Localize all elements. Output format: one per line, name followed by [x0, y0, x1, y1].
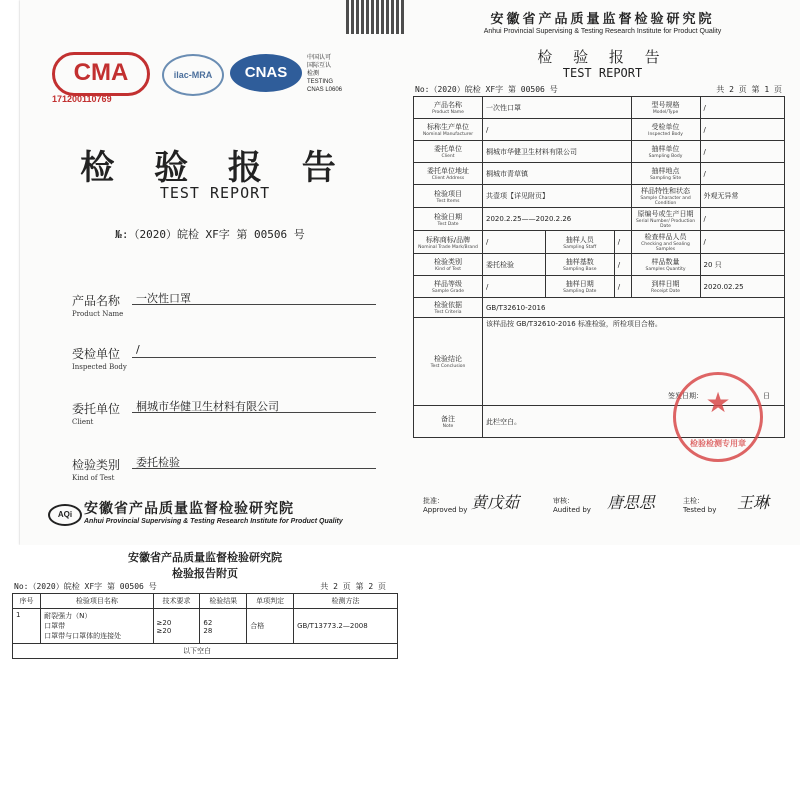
cell-value: / [700, 163, 784, 185]
cell-label [414, 185, 483, 208]
field-label: 受检单位 [72, 347, 121, 361]
result-line: 62 [203, 619, 213, 627]
official-seal [673, 372, 763, 462]
result-line [203, 611, 243, 619]
aqi-logo: AQi [48, 504, 82, 526]
annex-report-number: No:（2020）皖检 XF字 第 00506 号 [14, 582, 157, 591]
cell-value: / [700, 141, 784, 163]
cell-label [414, 208, 483, 231]
cell-requirement [153, 609, 200, 644]
label-text: 产品名称 [434, 101, 462, 109]
label-text: 委托单位 [434, 145, 462, 153]
cell-judgement: 合格 [247, 609, 294, 644]
audited-label [553, 496, 591, 514]
cell-label [631, 185, 700, 208]
field-label-en: Kind of Test [72, 474, 115, 482]
cnas-caption-line: 检测 [307, 71, 320, 77]
cell-label [631, 208, 700, 231]
label-en: Kind of Test [435, 267, 461, 272]
cma-logo: CMA [52, 52, 150, 96]
cell-value: / [700, 208, 784, 231]
report-institute-en: Anhui Provincial Supervising & Testing Research Institute for Product Quality [483, 28, 722, 35]
label-text: 标称生产单位 [427, 123, 469, 131]
label-text: 原编号或生产日期 [637, 210, 694, 218]
field-client [72, 400, 372, 428]
result-line: 28 [203, 627, 213, 635]
cell-label [631, 163, 700, 185]
table-row [414, 254, 785, 276]
audited-label-en: Audited by [553, 506, 591, 514]
audited-label-text: 审核： [553, 497, 574, 505]
cell-value: 桐城市华健卫生材料有限公司 [483, 141, 632, 163]
tested-signature: 王琳 [737, 493, 770, 512]
cnas-logo: CNAS [230, 54, 302, 92]
label-en: Nominal Manufacturer [422, 132, 474, 137]
cnas-caption-line: TESTING [307, 79, 334, 85]
label-text: 委托单位地址 [427, 167, 469, 175]
label-en: Serial Number/ Production Date [635, 219, 696, 229]
label-text: 样品等级 [434, 280, 462, 288]
label-text: 检验类别 [434, 258, 462, 266]
field-value: / [132, 343, 376, 358]
req-line: ≥20 [156, 619, 172, 627]
label-en: Inspected Body [648, 132, 683, 137]
cell-label [631, 119, 700, 141]
field-label: 产品名称 [72, 294, 121, 308]
cell-label [414, 163, 483, 185]
label-text: 检验依据 [434, 301, 462, 309]
label-en: Sampling Staff [563, 244, 597, 250]
label-text: 抽样单位 [651, 145, 680, 153]
cma-number: 171200110769 [52, 94, 112, 104]
ilac-mra-logo: ilac-MRA [162, 54, 224, 96]
seal-text: 检验检测专用章 [690, 439, 746, 448]
issue-date-label: 签发日期： [668, 392, 703, 400]
cell-value: 桐城市青草镇 [483, 163, 632, 185]
annex-page-indicator: 共 2 页 第 2 页 [320, 582, 386, 591]
audited-signature: 唐思思 [607, 493, 656, 512]
field-value: 桐城市华健卫生材料有限公司 [132, 398, 376, 413]
cover-title: 检 验 报 告 [80, 148, 350, 188]
cnas-caption-line: 中国认可 [307, 55, 332, 61]
field-label: 委托单位 [72, 402, 121, 416]
field-inspected-body [72, 345, 372, 373]
label-en: Client [441, 154, 455, 159]
label-en: Nominal Trade Mark/Brand [418, 244, 478, 250]
field-value: 一次性口罩 [132, 290, 376, 305]
label-text: 受检单位 [651, 123, 680, 131]
label-en: Sample Grade [431, 289, 465, 294]
annex-table [12, 593, 398, 659]
header-cell: 检测方法 [294, 594, 398, 609]
signature-row [415, 492, 795, 522]
label-text: 抽样基数 [565, 258, 594, 266]
header-cell: 技术要求 [153, 594, 200, 609]
cell-result [200, 609, 247, 644]
cell-label [414, 406, 483, 438]
report-number: No:（2020）皖检 XF字 第 00506 号 [415, 85, 558, 94]
cell-label [414, 276, 483, 298]
label-text: 检验结论 [434, 355, 462, 363]
cell-value: 共壹项【详见附页】 [483, 185, 632, 208]
cover-institute [48, 498, 393, 528]
label-en: Receipt Date [651, 289, 681, 294]
table-row [414, 298, 785, 318]
cell-label [631, 254, 700, 276]
field-product-name [72, 292, 372, 320]
req-line [157, 611, 197, 619]
approved-label [423, 496, 467, 514]
tested-label [683, 496, 716, 514]
cell-value: / [483, 276, 546, 298]
institute-name-en: Anhui Provincial Supervising & Testing Research Institute for Product Quality [84, 518, 343, 525]
label-text: 样品特性和状态 [641, 187, 691, 195]
label-text: 到样日期 [651, 280, 680, 288]
header-cell: 检验项目名称 [41, 594, 153, 609]
label-text: 检查样品人员 [644, 233, 687, 241]
label-en: Checking and Sealing Samples [641, 242, 690, 252]
cell-value: / [483, 119, 632, 141]
label-text: 抽样地点 [651, 167, 680, 175]
label-text: 备注 [441, 415, 455, 423]
label-en: Product Name [432, 110, 464, 115]
table-row [414, 119, 785, 141]
cover-report-number: №:（2020）皖检 XF字 第 00506 号 [115, 228, 305, 241]
item-line: 口罩带 [44, 622, 66, 630]
approved-label-text: 批准： [423, 497, 444, 505]
cell-label [414, 97, 483, 119]
cnas-caption-line: 国际互认 [307, 63, 332, 69]
page-indicator: 共 2 页 第 1 页 [716, 85, 782, 94]
table-header-row [13, 594, 398, 609]
label-text: 检验日期 [434, 212, 462, 221]
institute-name: 安徽省产品质量监督检验研究院 [84, 501, 294, 517]
cell-value: 20 只 [700, 254, 784, 276]
table-row [414, 97, 785, 119]
label-text: 抽样日期 [565, 280, 594, 288]
approved-label-en: Approved by [423, 506, 468, 514]
cover-page [20, 0, 405, 545]
label-text: 标称商标/品牌 [425, 235, 471, 244]
cell-label [414, 254, 483, 276]
table-row [414, 141, 785, 163]
cell-item [41, 609, 153, 644]
cell-label [414, 318, 483, 406]
tested-label-en: Tested by [683, 506, 717, 514]
cell-value: 一次性口罩 [483, 97, 632, 119]
conclusion-text: 该样品按 GB/T32610-2016 标准检验，所检项目合格。 [486, 320, 662, 328]
table-row [414, 231, 785, 254]
field-label-en: Inspected Body [72, 363, 127, 371]
cell-label [545, 276, 614, 298]
cell-value: 2020.02.25 [700, 276, 784, 298]
star-icon: ★ [705, 386, 731, 419]
cover-title-en: TEST REPORT [159, 184, 271, 202]
table-row [13, 609, 398, 644]
label-text: 检验项目 [434, 189, 462, 198]
cell-label [545, 231, 614, 254]
table-row [414, 276, 785, 298]
report-title-en: TEST REPORT [562, 66, 643, 80]
cell-value: / [700, 231, 784, 254]
annex-footer: 以下空白 [13, 644, 398, 659]
cell-value: / [614, 254, 631, 276]
cell-value: / [483, 231, 546, 254]
table-row [414, 208, 785, 231]
cell-label [631, 231, 700, 254]
cell-label [414, 119, 483, 141]
label-en: Client Address [431, 176, 465, 181]
label-en: Sampling Site [649, 176, 682, 181]
annex-title: 检验报告附页 [172, 567, 238, 580]
label-en: Model/Type [652, 110, 679, 115]
tested-label-text: 主检： [683, 497, 704, 505]
item-line: 口罩带与口罩体的连接处 [44, 632, 122, 640]
cell-value: / [700, 119, 784, 141]
cell-value: 此栏空白。 [483, 406, 785, 438]
cell-value: / [700, 97, 784, 119]
header-cell: 检验结果 [200, 594, 247, 609]
cell-label [414, 141, 483, 163]
annex-page [0, 545, 410, 695]
cnas-caption [307, 54, 342, 94]
cell-label [414, 231, 483, 254]
item-line: 耐裂强力（N） [44, 612, 92, 620]
label-en: Sampling Date [563, 289, 597, 294]
annex-institute: 安徽省产品质量监督检验研究院 [128, 551, 282, 564]
cell-value: / [614, 276, 631, 298]
header-cell: 序号 [13, 594, 41, 609]
label-en: Sample Character and Condition [640, 196, 691, 206]
cell-value: 外观无异常 [700, 185, 784, 208]
label-text: 型号规格 [651, 101, 680, 109]
field-value: 委托检验 [132, 454, 376, 469]
field-label-en: Client [72, 418, 94, 426]
cell-value: GB/T32610-2016 [483, 298, 785, 318]
table-row [414, 185, 785, 208]
label-en: Test Criteria [434, 310, 462, 315]
cell-label [631, 141, 700, 163]
approved-signature: 黄戊茹 [471, 493, 520, 512]
qr-code-icon [346, 0, 404, 34]
cell-no: 1 [13, 609, 41, 644]
label-text: 样品数量 [651, 258, 680, 266]
cell-value: 2020.2.25——2020.2.26 [483, 208, 632, 231]
cell-label [414, 298, 483, 318]
label-en: Sampling Base [563, 267, 597, 272]
label-en: Note [442, 424, 454, 429]
cell-value: / [614, 231, 631, 254]
label-en: Test Conclusion [430, 364, 466, 369]
cell-value: 委托检验 [483, 254, 546, 276]
report-title: 检 验 报 告 [537, 48, 668, 66]
req-line: ≥20 [156, 627, 172, 635]
cell-method: GB/T13773.2—2008 [294, 609, 398, 644]
label-en: Test Items [436, 198, 460, 204]
label-en: Test Date [437, 221, 459, 227]
cell-label [631, 276, 700, 298]
accreditation-logos [52, 52, 382, 102]
cnas-caption-line: CNAS L0606 [307, 87, 343, 93]
issue-date-suffix: 日 [763, 392, 770, 400]
field-label: 检验类别 [72, 458, 121, 472]
field-kind-of-test [72, 456, 372, 484]
label-en: Sampling Body [648, 154, 683, 159]
field-label-en: Product Name [72, 310, 124, 318]
cell-label [545, 254, 614, 276]
report-page [405, 0, 800, 545]
cell-label [631, 97, 700, 119]
table-row [13, 644, 398, 659]
label-text: 抽样人员 [565, 235, 594, 244]
label-en: Samples Quantity [645, 267, 686, 272]
header-cell: 单项判定 [247, 594, 294, 609]
table-row [414, 163, 785, 185]
report-institute: 安徽省产品质量监督检验研究院 [490, 12, 715, 27]
